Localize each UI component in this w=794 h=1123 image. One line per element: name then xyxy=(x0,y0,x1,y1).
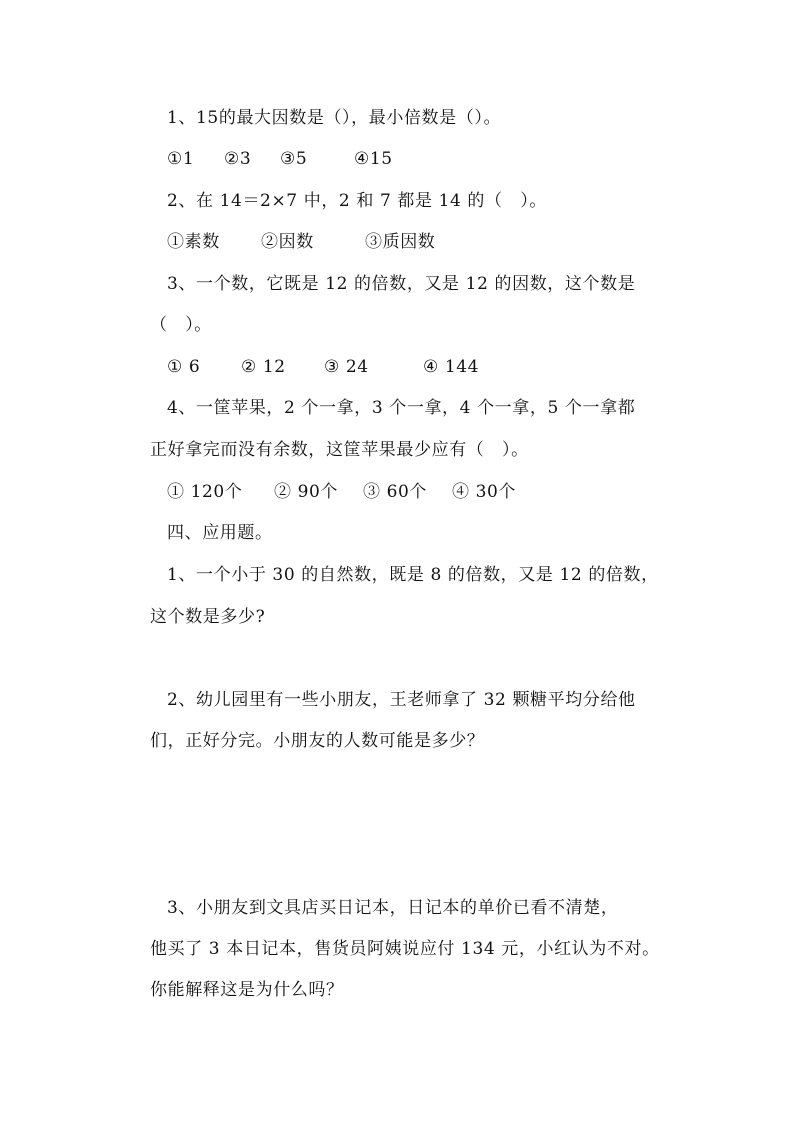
option-2: ②3 xyxy=(224,149,252,169)
option-1: ①1 xyxy=(167,149,195,169)
question-2-text: 2、在 14＝2×7 中，2 和 7 都是 14 的（ ）。 xyxy=(167,191,547,211)
applied-2-line1: 2、幼儿园里有一些小朋友，王老师拿了 32 颗糖平均分给他 xyxy=(167,690,636,710)
question-4-text: 4、一筐苹果，2 个一拿，3 个一拿，4 个一拿，5 个一拿都 xyxy=(167,398,636,418)
option-2: ②因数 xyxy=(261,232,314,252)
option-1: ① 120个 xyxy=(167,482,243,502)
option-3: ③5 xyxy=(280,149,308,169)
option-3: ③ 60个 xyxy=(363,482,428,502)
applied-1-line1: 1、一个小于 30 的自然数，既是 8 的倍数，又是 12 的倍数， xyxy=(167,565,659,585)
applied-3-line3: 你能解释这是为什么吗？ xyxy=(150,980,344,1000)
option-1: ① 6 xyxy=(167,357,201,377)
question-3-text: 3、一个数，它既是 12 的倍数，又是 12 的因数，这个数是 xyxy=(167,274,636,294)
option-2: ② 90个 xyxy=(274,482,339,502)
option-2: ② 12 xyxy=(241,357,286,377)
question-3-text-cont: （ ）。 xyxy=(150,315,212,335)
option-3: ③ 24 xyxy=(324,357,369,377)
option-3: ③质因数 xyxy=(365,232,436,252)
option-1: ①素数 xyxy=(167,232,220,252)
option-4: ④15 xyxy=(354,149,393,169)
option-4: ④ 30个 xyxy=(452,482,517,502)
section-heading: 四、应用题。 xyxy=(167,523,273,543)
question-4-text-cont: 正好拿完而没有余数，这筐苹果最少应有（ ）。 xyxy=(150,440,529,460)
applied-1-line2: 这个数是多少? xyxy=(150,607,266,627)
applied-2-line2: 们，正好分完。小朋友的人数可能是多少？ xyxy=(150,731,485,751)
applied-3-line2: 他买了 3 本日记本，售货员阿姨说应付 134 元，小红认为不对。 xyxy=(150,939,660,959)
question-1-text: 1、15的最大因数是（），最小倍数是（）。 xyxy=(167,108,502,128)
applied-3-line1: 3、小朋友到文具店买日记本，日记本的单价已看不清楚， xyxy=(167,898,619,918)
option-4: ④ 144 xyxy=(423,357,480,377)
